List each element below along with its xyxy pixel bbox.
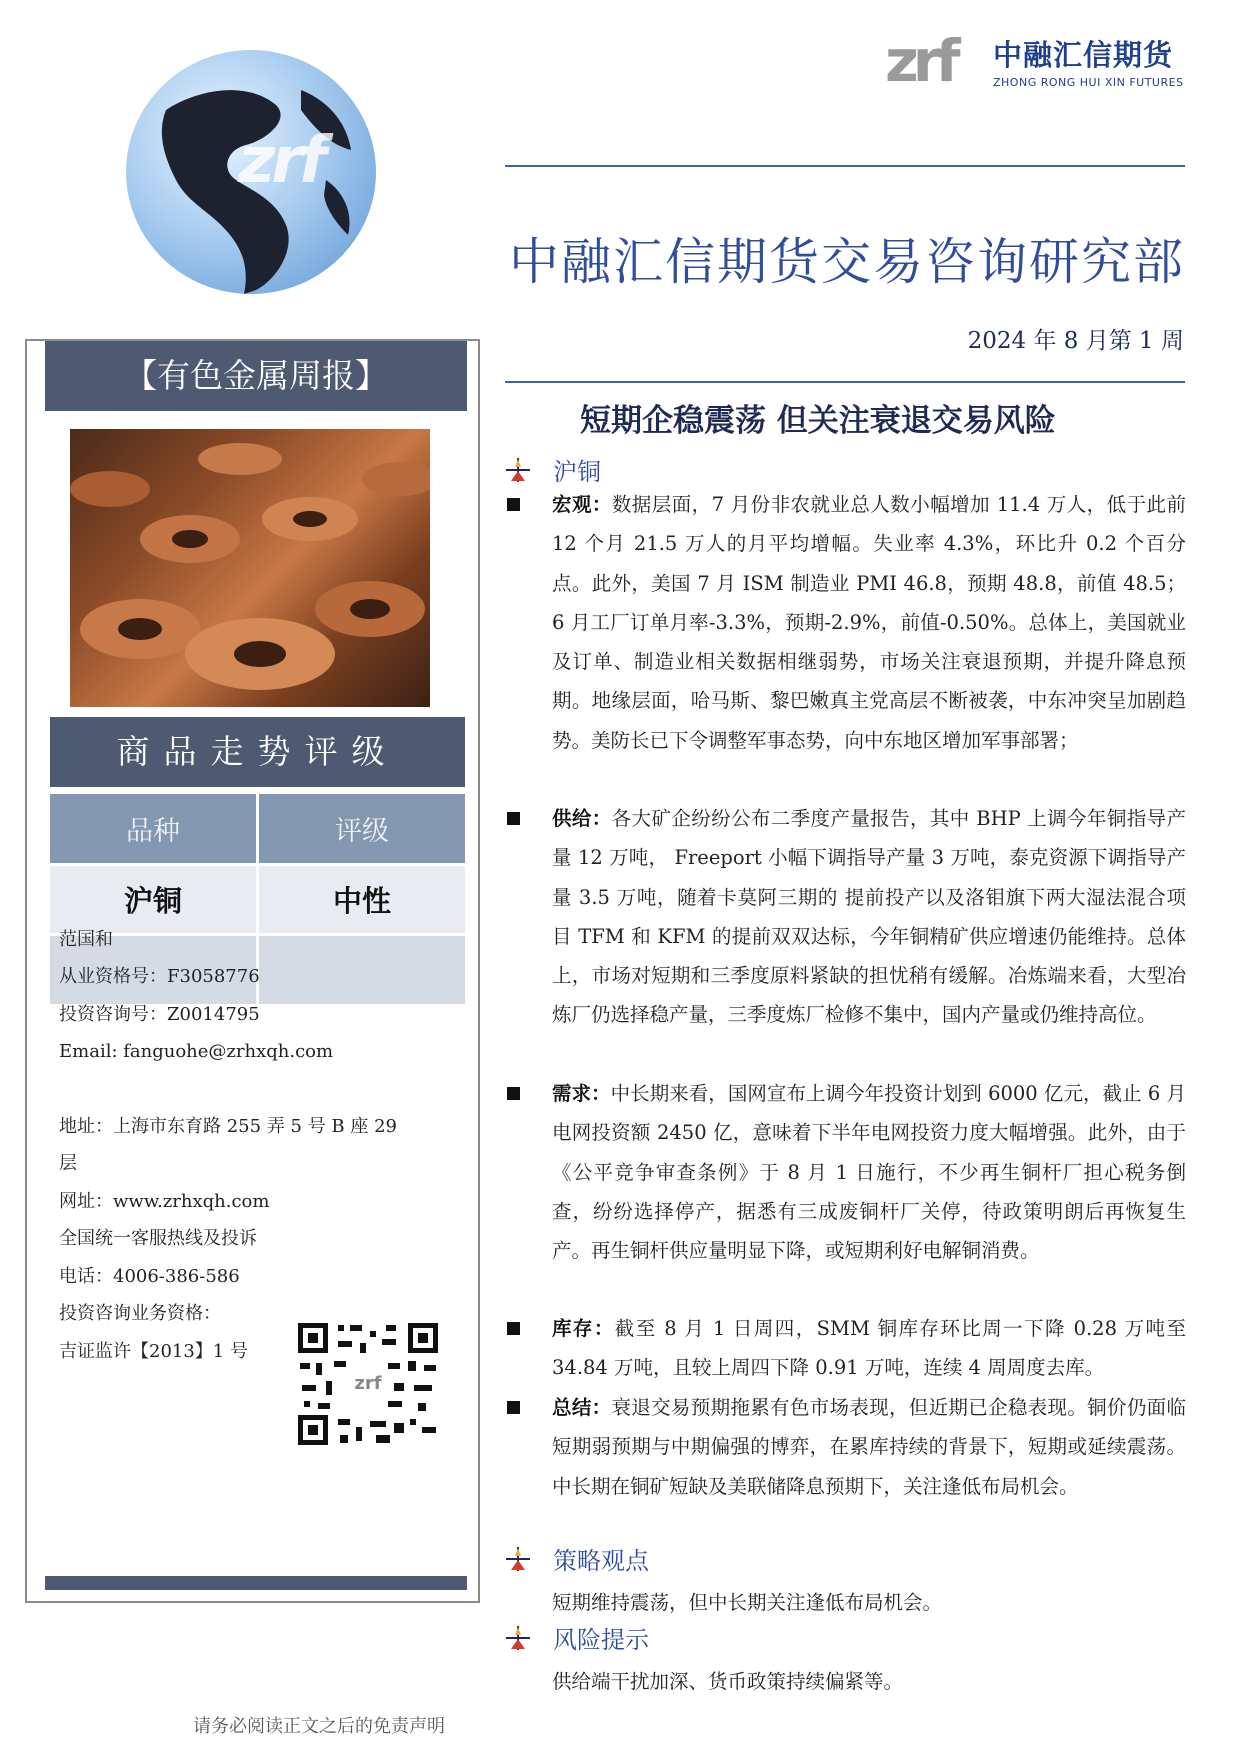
bullet-icon bbox=[507, 498, 520, 511]
section-title: 沪铜 bbox=[553, 458, 601, 486]
globe-logo bbox=[126, 50, 376, 294]
supply-label: 供给： bbox=[552, 807, 612, 830]
macro-paragraph bbox=[552, 485, 1186, 760]
issue-date: 2024 年 8 月第 1 周 bbox=[967, 328, 1184, 354]
inventory-paragraph bbox=[552, 1309, 1186, 1388]
article-headline: 短期企稳震荡 但关注衰退交易风险 bbox=[580, 403, 1056, 439]
bullet-icon bbox=[507, 812, 520, 825]
sidebar-panel bbox=[25, 339, 480, 1603]
logo-name-en: ZHONG RONG HUI XIN FUTURES bbox=[993, 76, 1184, 89]
rating-section-title: 商品走势评级 bbox=[50, 717, 465, 787]
summary-text: 衰退交易预期拖累有色市场表现，但近期已企稳表现。铜价仍面临短期弱预期与中期偏强的博弈，在累库持续的背景下，短期或延续震荡。中长期在铜矿短缺及美联储降息预期下，关注逢低布局机会。 bbox=[552, 1396, 1186, 1498]
department-title: 中融汇信期货交易咨询研究部 bbox=[509, 233, 1185, 291]
address-line-1: 地址：上海市东育路 255 弄 5 号 B 座 29 bbox=[59, 1116, 397, 1137]
section-strategy bbox=[505, 1541, 649, 1576]
logo-mark-text: zrf bbox=[885, 27, 955, 95]
qr-code bbox=[298, 1323, 438, 1445]
section-risk bbox=[505, 1620, 649, 1655]
copper-coils-photo bbox=[70, 429, 430, 707]
license-line-2: 吉证监许【2013】1 号 bbox=[59, 1341, 248, 1362]
analyst-email[interactable]: Email: fanguohe@zrhxqh.com bbox=[59, 1041, 334, 1062]
header-rule-top bbox=[505, 165, 1185, 167]
analyst-name: 范国和 bbox=[59, 929, 113, 950]
inventory-text: 截至 8 月 1 日周四，SMM 铜库存环比周一下降 0.28 万吨至 34.84 万吨，且较上周四下降 0.91 万吨，连续 4 周周度去库。 bbox=[552, 1317, 1186, 1380]
strategy-text: 短期维持震荡，但中长期关注逢低布局机会。 bbox=[552, 1591, 943, 1614]
logo-text bbox=[993, 33, 1184, 89]
hotline-line-1: 全国统一客服热线及投诉 bbox=[59, 1228, 257, 1249]
rating-table-header bbox=[50, 794, 465, 864]
license-line-1: 投资咨询业务资格： bbox=[59, 1303, 221, 1324]
rating-col-variety: 品种 bbox=[50, 794, 258, 864]
qualification-number: 从业资格号：F3058776 bbox=[59, 966, 260, 987]
consult-number: 投资咨询号：Z0014795 bbox=[59, 1004, 260, 1025]
section-arrow-icon bbox=[505, 457, 531, 483]
macro-label: 宏观： bbox=[552, 493, 612, 516]
supply-text: 各大矿企纷纷公布二季度产量报告，其中 BHP 上调今年铜指导产量 12 万吨， Freeport 小幅下调指导产量 3 万吨，泰克资源下调指导产量 3.5 万吨，随着卡莫阿三期的 提前投产以及洛钼旗下两大湿法混合项目 TFM 和 KFM 的提前双双达标，今年铜精矿供应增速仍能维持。总体上，市场对短期和三季度原料紧缺的担忧稍有缓解。冶炼端来看，大型冶炼厂仍选择稳产量，三季度炼厂检修不集中，国内产量或仍维持高位。 bbox=[552, 807, 1186, 1027]
header-rule-bottom bbox=[505, 381, 1185, 383]
logo-mark bbox=[885, 27, 985, 95]
section-title: 策略观点 bbox=[553, 1547, 649, 1575]
brand-logo bbox=[885, 27, 1184, 95]
inventory-label: 库存： bbox=[552, 1317, 615, 1340]
logo-name-cn: 中融汇信期货 bbox=[993, 38, 1174, 72]
summary-paragraph bbox=[552, 1388, 1186, 1506]
bullet-icon bbox=[507, 1322, 520, 1335]
address-line-2: 层 bbox=[59, 1153, 77, 1174]
section-title: 风险提示 bbox=[553, 1626, 649, 1654]
bullet-icon bbox=[507, 1401, 520, 1414]
demand-label: 需求： bbox=[552, 1082, 611, 1105]
section-copper bbox=[505, 452, 601, 487]
rating-col-rating: 评级 bbox=[258, 794, 466, 864]
report-type-banner: 【有色金属周报】 bbox=[45, 341, 467, 411]
website-link[interactable]: 网址：www.zrhxqh.com bbox=[59, 1191, 270, 1212]
risk-text: 供给端干扰加深、货币政策持续偏紧等。 bbox=[552, 1670, 904, 1693]
demand-text: 中长期来看，国网宣布上调今年投资计划到 6000 亿元，截止 6 月电网投资额 2450 亿，意味着下半年电网投资力度大幅增强。此外，由于《公平竞争审查条例》于 8 月 1 日施行，不少再生铜杆厂担心税务倒查，纷纷选择停产，据悉有三成废铜杆厂关停，待政策明朗后再恢复生产。再生铜杆供应量明显下降，或短期利好电解铜消费。 bbox=[552, 1082, 1186, 1263]
rating-variety: 沪铜 bbox=[50, 864, 258, 934]
supply-paragraph bbox=[552, 799, 1186, 1035]
section-arrow-icon bbox=[505, 1625, 531, 1651]
section-arrow-icon bbox=[505, 1546, 531, 1572]
hotline-line-2: 电话：4006-386-586 bbox=[59, 1266, 240, 1287]
disclaimer-footer[interactable]: 请务必阅读正文之后的免责声明 bbox=[193, 1716, 445, 1737]
bullet-icon bbox=[507, 1087, 520, 1100]
sidebar-footer-bar bbox=[45, 1576, 467, 1590]
macro-text: 数据层面，7 月份非农就业总人数小幅增加 11.4 万人，低于此前 12 个月 21.5 万人的月平均增幅。失业率 4.3%，环比升 0.2 个百分点。此外，美国 7 月 ISM 制造业 PMI 46.8，预期 48.8，前值 48.5；6 月工厂订单月率-3.3%，预期-2.9%，前值-0.50%。总体上，美国就业及订单、制造业相关数据相继弱势，市场关注衰退预期，并提升降息预期。地缘层面，哈马斯、黎巴嫩真主党高层不断被袭，中东冲突呈加剧趋势。美防长已下令调整军事态势，向中东地区增加军事部署； bbox=[552, 493, 1186, 752]
rating-value: 中性 bbox=[258, 864, 466, 934]
demand-paragraph bbox=[552, 1074, 1186, 1270]
svg-text:zrf: zrf bbox=[354, 1373, 382, 1394]
rating-value-empty bbox=[258, 934, 466, 1004]
globe-mark: zrf bbox=[238, 124, 323, 198]
summary-label: 总结： bbox=[552, 1396, 612, 1419]
